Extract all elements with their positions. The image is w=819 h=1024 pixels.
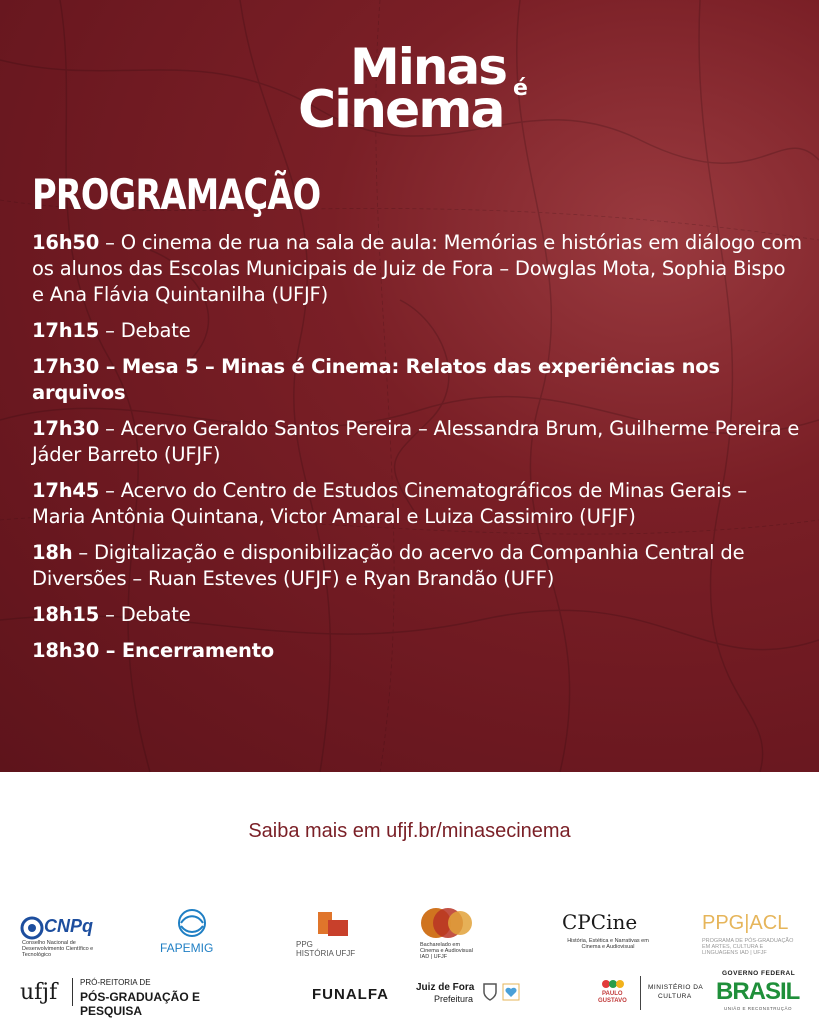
paulo-gustavo-line1: PAULO [602,991,623,997]
bacharelado-logo [416,906,482,960]
program-item [32,602,802,628]
program-text: – Debate [99,603,191,626]
program-text: – Mesa 5 – Minas é Cinema: Relatos das experiências nos arquivos [32,355,720,404]
prefeitura-line1: Juiz de Fora [416,982,475,993]
coat-of-arms-icon [482,982,498,1002]
minas-e-cinema-logo [298,40,538,140]
ppgacl-subtitle: PROGRAMA DE PÓS-GRADUAÇÃO EM ARTES, CULTURA E LINGUAGENS IAD | UFJF [702,938,794,956]
ppg-historia-icon [314,910,350,940]
ppg-historia-line2: HISTÓRIA UFJF [296,949,356,958]
paulo-gustavo-logo [596,978,640,1010]
program-text: – Digitalização e disponibilização do acervo da Companhia Central de Diversões – Ruan Esteves (UFJF) e Ryan Brandão (UFF) [32,541,745,590]
program-text: – Acervo Geraldo Santos Pereira – Alessandra Brum, Guilherme Pereira e Jáder Barreto (UFJF) [32,417,800,466]
program-item [32,354,802,406]
fapemig-logo [160,908,224,958]
ppg-historia-logo [296,910,366,960]
logo-minas: Minas [350,38,506,96]
cnpq-subtitle: Conselho Nacional de Desenvolvimento Científico e Tecnológico [22,940,94,958]
bacharelado-icon [418,906,478,940]
logo-cinema: Cinema [298,80,504,140]
governo-sub: UNIÃO E RECONSTRUÇÃO [724,1006,793,1011]
program-text: – Encerramento [99,639,275,662]
ministerio-line1: MINISTÉRIO DA [648,984,704,991]
program-text: – O cinema de rua na sala de aula: Memórias e histórias em diálogo com os alunos das Escolas Municipais de Juiz de Fora – Dowglas Mota, Sophia Bispo e Ana Flávia Quintanilha (UFJF) [32,231,802,306]
paulo-gustavo-line2: GUSTAVO [598,998,627,1004]
program-time: 17h15 [32,319,100,342]
ufjf-pos-graduacao-logo [20,976,260,1018]
cpcine-name: CPCine [562,910,638,934]
ufjf-line2: PÓS-GRADUAÇÃO E PESQUISA [80,990,201,1018]
program-time: 17h45 [32,479,100,502]
fapemig-name: FAPEMIG [160,941,214,955]
ministerio-cultura-logo [640,976,706,1012]
sponsor-logos [0,890,819,1024]
program-item [32,416,802,468]
funalfa-logo [312,986,402,1006]
program-time: 17h30 [32,355,100,378]
program-time: 18h15 [32,603,100,626]
cpcine-subtitle: História, Estética e Narrativas em Cinema e Audiovisual [567,938,649,950]
heart-icon [502,983,520,1001]
program-text: – Acervo do Centro de Estudos Cinematográficos de Minas Gerais – Maria Antônia Quintana, Victor Amaral e Luiza Cassimiro (UFJF) [32,479,747,528]
program-list [32,230,802,674]
program-time: 18h30 [32,639,100,662]
governo-federal-logo [712,970,802,1014]
ministerio-line2: CULTURA [658,993,692,1000]
cnpq-logo [20,914,120,958]
ministerio-divider [640,976,641,1010]
program-item [32,478,802,530]
site-link[interactable]: Saiba mais em ufjf.br/minasecinema [248,820,571,842]
program-item [32,230,802,308]
ppgacl-logo [700,912,800,962]
governo-top: GOVERNO FEDERAL [722,970,796,977]
logo-e: é [513,76,528,101]
ufjf-line1: PRÓ-REITORIA DE [80,978,151,987]
cnpq-icon [20,916,44,940]
program-time: 18h [32,541,73,564]
page-title: PROGRAMAÇÃO [32,170,321,219]
program-time: 16h50 [32,231,100,254]
ufjf-divider [72,978,73,1006]
prefeitura-juiz-de-fora-logo [416,980,526,1010]
program-item [32,540,802,592]
program-text: – Debate [99,319,191,342]
ppgacl-name: PPG|ACL [702,912,789,934]
ufjf-mark: ufjf [20,980,58,1005]
ppg-historia-line1: PPG [296,940,313,949]
program-item [32,638,802,664]
funalfa-name: FUNALFA [312,986,389,1003]
program-item [32,318,802,344]
fapemig-icon [175,908,209,938]
program-time: 17h30 [32,417,100,440]
governo-name: BRASIL [716,978,800,1005]
paulo-gustavo-icon [600,978,624,990]
cpcine-logo [558,910,658,960]
cnpq-name: CNPq [44,916,93,936]
bacharelado-text: Bacharelado em Cinema e Audiovisual IAD | UFJF [420,942,473,960]
prefeitura-line2: Prefeitura [434,994,474,1004]
